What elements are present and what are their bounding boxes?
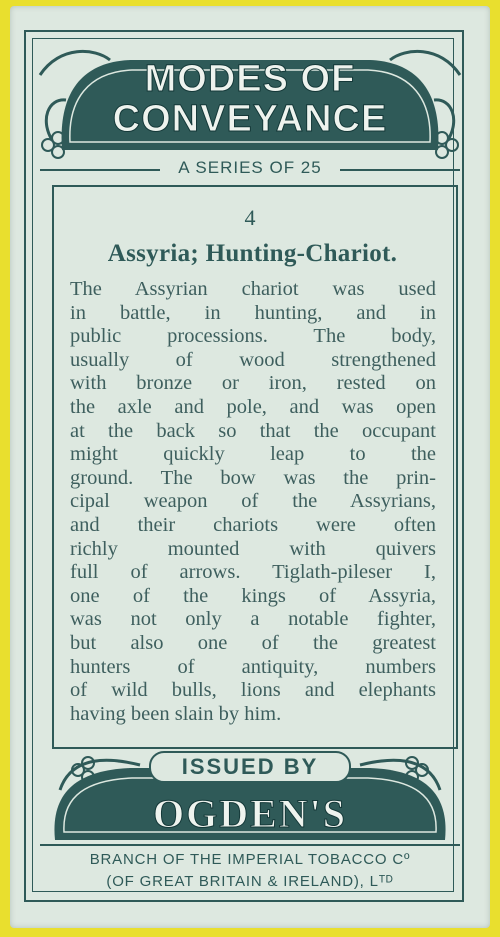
card-number: 4	[244, 205, 256, 230]
description-line: of wild bulls, lions and elephants	[70, 679, 436, 702]
branch-line-2: (OF GREAT BRITAIN & IRELAND), Lᵀᴰ	[106, 873, 394, 890]
card-description	[70, 278, 436, 726]
description-line: was not only a notable fighter,	[70, 608, 436, 631]
card-series-title-line2: CONVEYANCE	[112, 98, 388, 140]
description-line: having been slain by him.	[70, 702, 282, 725]
description-line: The Assyrian chariot was used	[70, 278, 436, 300]
series-count-label: A SERIES OF 25	[178, 158, 322, 177]
description-line: might quickly leap to the	[70, 443, 436, 466]
description-line: but also one of the greatest	[70, 631, 436, 654]
card-title: Assyria; Hunting-Chariot.	[107, 240, 398, 267]
description-line: ground. The bow was the prin-	[70, 466, 436, 489]
issued-by-label: ISSUED BY	[181, 754, 319, 779]
branch-line-1: BRANCH OF THE IMPERIAL TOBACCO Cº	[89, 851, 411, 868]
description-line: public processions. The body,	[70, 325, 436, 348]
description-line: richly mounted with quivers	[70, 537, 436, 560]
description-line: usually of wood strengthened	[70, 348, 436, 371]
description-line: one of the kings of Assyria,	[70, 584, 436, 607]
description-line: at the back so that the occupant	[70, 419, 436, 442]
description-line: with bronze or iron, rested on	[70, 372, 436, 395]
description-line: in battle, in hunting, and in	[70, 301, 436, 324]
description-line: hunters of antiquity, numbers	[70, 655, 436, 678]
card-series-title-line1: MODES OF	[144, 58, 356, 100]
description-line: the axle and pole, and was open	[70, 395, 436, 418]
description-line: full of arrows. Tiglath-pileser I,	[70, 561, 436, 584]
description-line: and their chariots were often	[70, 513, 436, 536]
description-line: cipal weapon of the Assyrians,	[70, 490, 436, 513]
brand-name: OGDEN'S	[152, 791, 348, 836]
